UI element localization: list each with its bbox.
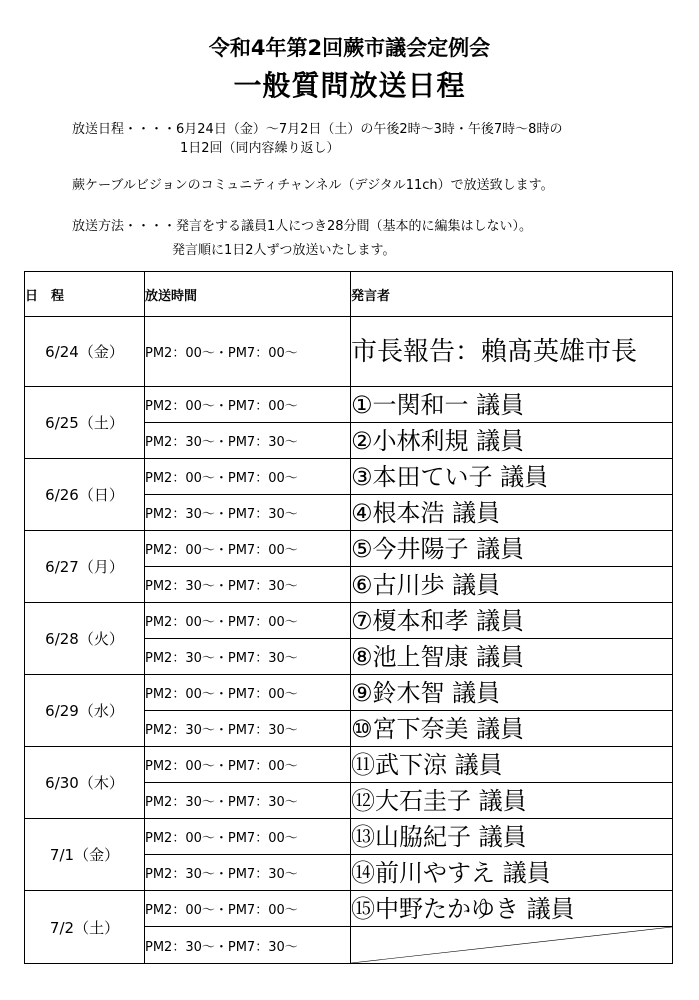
date-cell: 6/27（月） [25, 531, 145, 603]
date-cell: 6/30（木） [25, 747, 145, 819]
speaker-cell: ⑨鈴木智 議員 [351, 675, 673, 711]
speaker-cell: ⑫大石圭子 議員 [351, 783, 673, 819]
schedule-info-line2: 1日2回（同内容繰り返し） [180, 141, 340, 156]
speaker-cell: ④根本浩 議員 [351, 495, 673, 531]
time-cell: PM2：30～・PM7：30～ [145, 927, 351, 964]
time-cell: PM2：00～・PM7：00～ [145, 459, 351, 495]
time-cell: PM2：30～・PM7：30～ [145, 855, 351, 891]
empty-speaker-cell [351, 927, 673, 964]
date-cell: 6/28（火） [25, 603, 145, 675]
table-row [25, 531, 673, 567]
speaker-cell: 市長報告：賴髙英雄市長 [351, 317, 673, 387]
speaker-cell: ②小林利規 議員 [351, 423, 673, 459]
time-cell: PM2：30～・PM7：30～ [145, 495, 351, 531]
time-cell: PM2：00～・PM7：00～ [145, 675, 351, 711]
date-cell: 6/24（金） [25, 317, 145, 387]
time-cell: PM2：30～・PM7：30～ [145, 423, 351, 459]
table-row [25, 387, 673, 423]
date-cell: 7/2（土） [25, 891, 145, 964]
time-cell: PM2：30～・PM7：30～ [145, 567, 351, 603]
table-row [25, 459, 673, 495]
speaker-cell: ⑪武下涼 議員 [351, 747, 673, 783]
speaker-cell: ⑮中野たかゆき 議員 [351, 891, 673, 927]
diagonal-line [351, 927, 672, 963]
speaker-cell: ⑦榎本和孝 議員 [351, 603, 673, 639]
speaker-cell: ⑥古川歩 議員 [351, 567, 673, 603]
document-subtitle: 一般質問放送日程 [233, 69, 466, 102]
header-date: 日 程 [25, 272, 145, 317]
method-info-line2: 発言順に1日2人ずつ放送いたします。 [172, 243, 396, 258]
header-speaker: 発言者 [351, 272, 673, 317]
method-info-line1: 放送方法・・・・発言をする議員1人につき28分間（基本的に編集はしない）。 [72, 219, 533, 234]
table-row [25, 603, 673, 639]
speaker-cell: ⑭前川やすえ 議員 [351, 855, 673, 891]
time-cell: PM2：00～・PM7：00～ [145, 747, 351, 783]
table-row [25, 747, 673, 783]
time-cell: PM2：30～・PM7：30～ [145, 639, 351, 675]
header-time: 放送時間 [145, 272, 351, 317]
table-row [25, 891, 673, 927]
time-cell: PM2：00～・PM7：00～ [145, 603, 351, 639]
table-row [25, 317, 673, 387]
speaker-cell: ⑧池上智康 議員 [351, 639, 673, 675]
speaker-cell: ①一関和一 議員 [351, 387, 673, 423]
time-cell: PM2：30～・PM7：30～ [145, 711, 351, 747]
date-cell: 6/25（土） [25, 387, 145, 459]
speaker-cell: ⑩宮下奈美 議員 [351, 711, 673, 747]
table-header-row [25, 272, 673, 317]
date-cell: 6/26（日） [25, 459, 145, 531]
time-cell: PM2：00～・PM7：00～ [145, 387, 351, 423]
table-row [25, 819, 673, 855]
date-cell: 7/1（金） [25, 819, 145, 891]
speaker-cell: ⑬山脇紀子 議員 [351, 819, 673, 855]
time-cell: PM2：00～・PM7：00～ [145, 317, 351, 387]
channel-info: 蕨ケーブルビジョンのコミュニティチャンネル（デジタル11ch）で放送致します。 [72, 178, 554, 193]
time-cell: PM2：00～・PM7：00～ [145, 819, 351, 855]
date-cell: 6/29（水） [25, 675, 145, 747]
broadcast-schedule-table [24, 271, 673, 964]
schedule-info-line1: 放送日程・・・・6月24日（金）～7月2日（土）の午後2時～3時・午後7時～8時の [72, 122, 563, 137]
table-row [25, 675, 673, 711]
speaker-cell: ③本田てい子 議員 [351, 459, 673, 495]
time-cell: PM2：00～・PM7：00～ [145, 891, 351, 927]
time-cell: PM2：30～・PM7：30～ [145, 783, 351, 819]
time-cell: PM2：00～・PM7：00～ [145, 531, 351, 567]
document-title: 令和4年第2回蕨市議会定例会 [208, 36, 491, 60]
speaker-cell: ⑤今井陽子 議員 [351, 531, 673, 567]
